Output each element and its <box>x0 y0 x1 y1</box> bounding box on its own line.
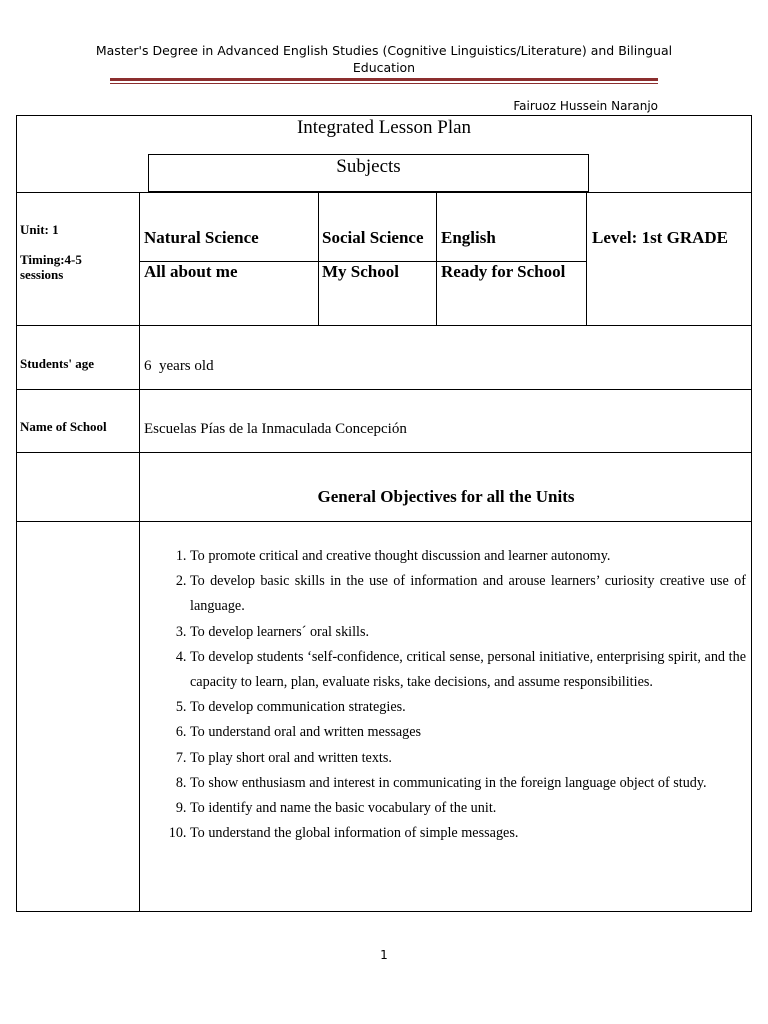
subject-name: Natural Science <box>144 228 259 247</box>
list-item: 1. To promote critical and creative thought discussion and learner autonomy. <box>190 544 746 569</box>
level-label: Level: 1st GRADE <box>592 228 728 247</box>
students-age-label: Students' age <box>20 356 95 371</box>
subjects-header-label: Subjects <box>336 156 401 177</box>
list-item: 9. To identify and name the basic vocabulary of the unit. <box>190 796 746 821</box>
students-age-value: 6 years old <box>144 358 214 374</box>
subject-name: English <box>441 228 496 247</box>
subject-name: Social Science <box>322 228 424 247</box>
column-divider <box>586 192 587 325</box>
subject-topic: Ready for School <box>441 262 566 281</box>
list-item: 2. To develop basic skills in the use of information and arouse learners’ curiosity creative use of language. <box>190 569 746 619</box>
row-divider <box>16 389 752 390</box>
author-name: Fairuoz Hussein Naranjo <box>513 99 658 113</box>
objectives-title: General Objectives for all the Units <box>317 487 575 506</box>
list-item: 6. To understand oral and written messages <box>190 720 746 745</box>
header-rule-thin <box>110 83 658 84</box>
page-number: 1 <box>380 948 388 962</box>
unit-label: Unit: 1 <box>20 222 59 237</box>
school-name-label: Name of School <box>20 419 107 434</box>
header-rule-thick <box>110 78 658 81</box>
row-divider <box>16 192 752 193</box>
document-header-title: Master's Degree in Advanced English Studies (Cognitive Linguistics/Literature) and Bilingual Education <box>95 43 673 75</box>
column-divider <box>436 192 437 325</box>
list-item: 5. To develop communication strategies. <box>190 695 746 720</box>
subject-topic: All about me <box>144 262 238 281</box>
row-divider <box>16 325 752 326</box>
list-item: 10. To understand the global information of simple messages. <box>190 821 746 846</box>
column-divider <box>318 192 319 325</box>
row-divider <box>16 452 752 453</box>
lesson-plan-title: Integrated Lesson Plan <box>296 117 472 138</box>
list-item: 4. To develop students ‘self-confidence, critical sense, personal initiative, enterprising spirit, and the capacity to learn, plan, evaluate risks, take decisions, and assume responsibilities. <box>190 645 746 695</box>
objectives-list <box>148 544 746 846</box>
timing-label: Timing:4-5 sessions <box>20 252 82 282</box>
list-item: 7. To play short oral and written texts. <box>190 746 746 771</box>
list-item: 8. To show enthusiasm and interest in communicating in the foreign language object of study. <box>190 771 746 796</box>
school-name-value: Escuelas Pías de la Inmaculada Concepción <box>144 421 407 437</box>
row-divider <box>16 521 752 522</box>
column-divider <box>139 192 140 912</box>
list-item: 3. To develop learners´ oral skills. <box>190 620 746 645</box>
subject-topic: My School <box>322 262 399 281</box>
